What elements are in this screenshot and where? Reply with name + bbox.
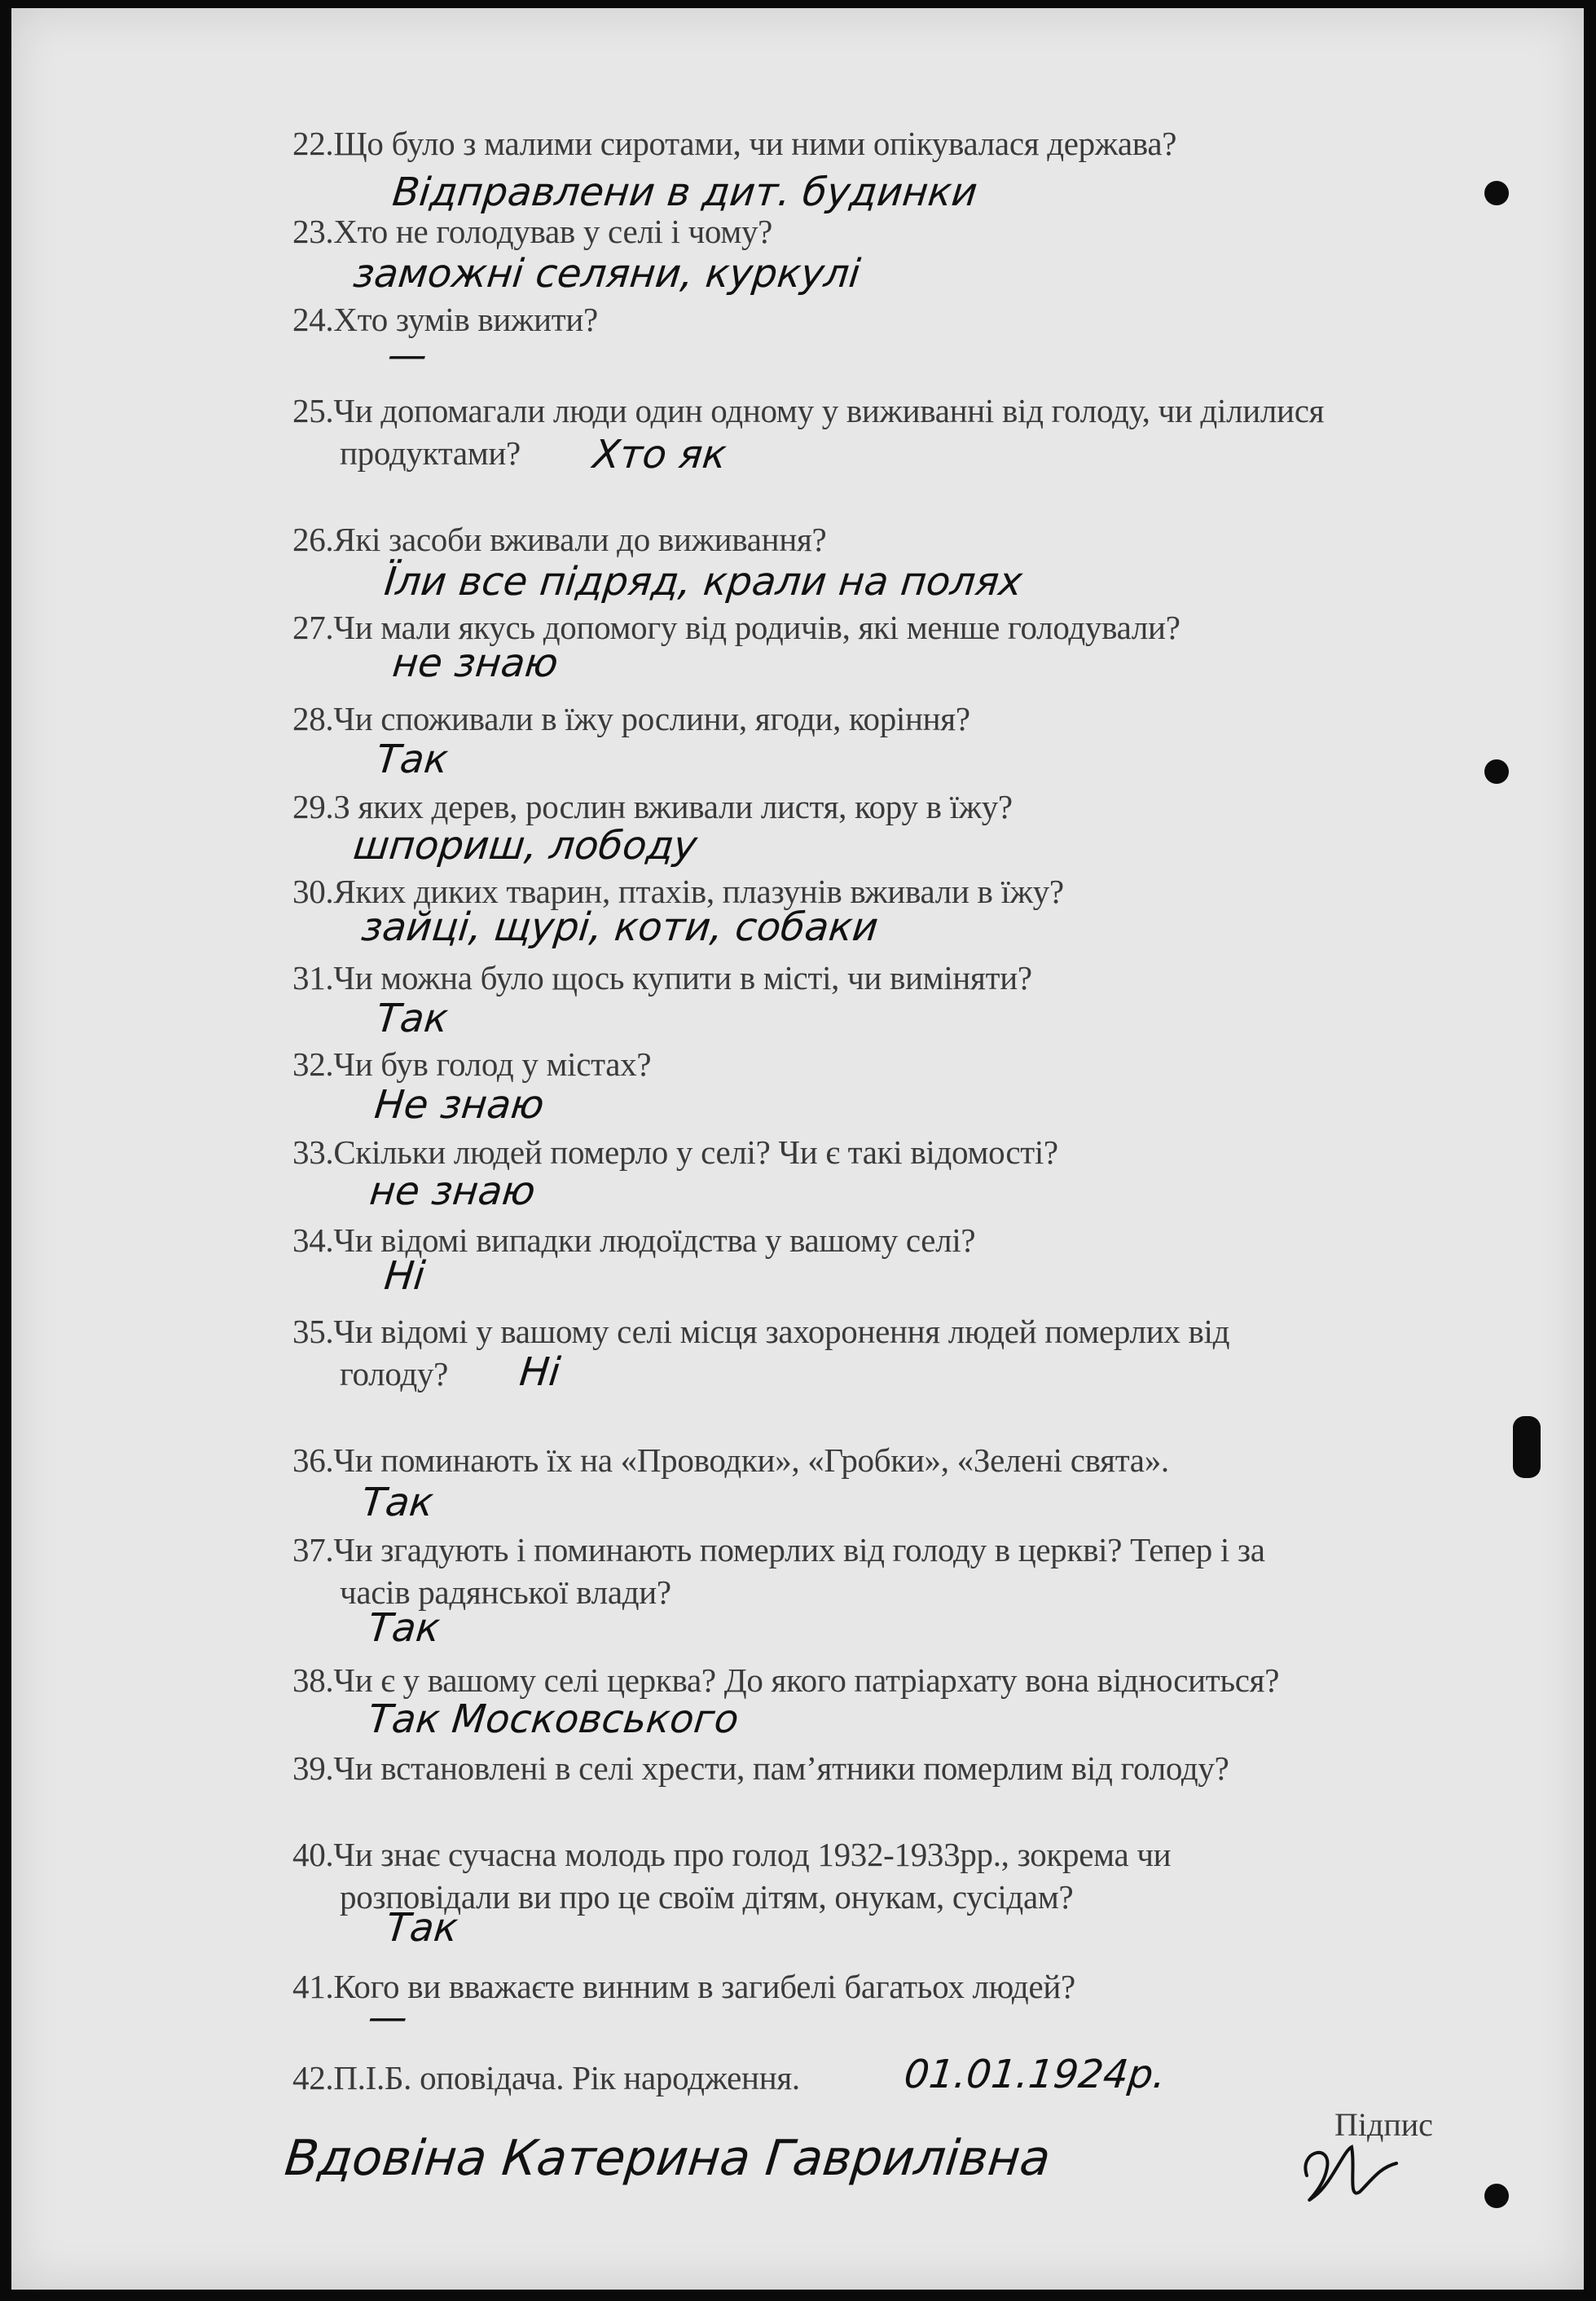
question-41: 41.Кого ви вважаєте винним в загибелі багатьох людей? — [292, 1968, 1075, 2005]
answer-36: Так — [359, 1480, 436, 1525]
questionnaire-page — [11, 8, 1584, 2290]
binder-hole-bottom — [1484, 2184, 1509, 2208]
answer-28: Так — [374, 737, 451, 782]
answer-23: заможні селяни, куркулі — [351, 251, 863, 297]
question-42: 42.П.І.Б. оповідача. Рік народження. — [292, 2059, 800, 2096]
answer-42-birth-date: 01.01.1924р. — [902, 2052, 1168, 2097]
question-27: 27.Чи мали якусь допомогу від родичів, які менше голодували? — [292, 609, 1181, 646]
answer-40: Так — [384, 1905, 460, 1951]
question-25: 25.Чи допомагали люди один одному у виживанні від голоду, чи ділилися продуктами? — [292, 392, 1325, 472]
question-37: 37.Чи згадують і поминають померлих від голоду в церкві? Тепер і за часів радянської влади? — [292, 1531, 1265, 1611]
question-26: 26.Які засоби вживали до виживання? — [292, 521, 827, 558]
question-38: 38.Чи є у вашому селі церква? До якого патріархату вона відноситься? — [292, 1661, 1280, 1699]
answer-24: — — [385, 332, 429, 378]
question-40: 40.Чи знає сучасна молодь про голод 1932-1933рр., зокрема чи розповідали ви про це своїм дітям, онукам, сусідам? — [292, 1836, 1172, 1916]
answer-32: Не знаю — [372, 1082, 547, 1128]
answer-31: Так — [374, 996, 451, 1041]
answer-34: Ні — [382, 1253, 428, 1299]
answer-29: шпориш, лободу — [351, 823, 700, 869]
narrator-name: Вдовіна Катерина Гаврилівна — [282, 2130, 1053, 2187]
answer-33: не знаю — [367, 1168, 538, 1214]
answer-38: Так Московського — [366, 1696, 741, 1742]
signature-label: Підпис — [1334, 2106, 1433, 2143]
answer-35: Ні — [517, 1349, 563, 1395]
question-23: 23.Хто не голодував у селі і чому? — [292, 213, 773, 250]
answer-27: не знаю — [390, 640, 561, 686]
answer-26: Їли все підряд, крали на полях — [382, 559, 1025, 605]
question-35: 35.Чи відомі у вашому селі місця захоронення людей померлих від голоду? — [292, 1313, 1230, 1392]
answer-30: зайці, щурі, коти, собаки — [359, 904, 881, 950]
answer-25: Хто як — [591, 432, 729, 477]
question-34: 34.Чи відомі випадки людоїдства у вашому селі? — [292, 1221, 976, 1259]
question-32: 32.Чи був голод у містах? — [292, 1045, 652, 1083]
question-22: 22.Що було з малими сиротами, чи ними опікувалася держава? — [292, 125, 1177, 162]
question-31: 31.Чи можна було щось купити в місті, чи виміняти? — [292, 959, 1032, 997]
question-39: 39.Чи встановлені в селі хрести, пам’ятники померлим від голоду? — [292, 1749, 1229, 1787]
question-24: 24.Хто зумів вижити? — [292, 301, 598, 338]
answer-41: — — [366, 1995, 410, 2040]
question-36: 36.Чи поминають їх на «Проводки», «Гробки», «Зелені свята». — [292, 1441, 1169, 1479]
signature-mark — [1282, 2118, 1405, 2216]
answer-37: Так — [366, 1605, 442, 1651]
binder-clip — [1513, 1416, 1541, 1478]
question-30: 30.Яких диких тварин, птахів, плазунів вживали в їжу? — [292, 873, 1064, 910]
answer-22: Відправлени в дит. будинки — [390, 169, 980, 215]
question-29: 29.З яких дерев, рослин вживали листя, кору в їжу? — [292, 788, 1013, 825]
question-28: 28.Чи споживали в їжу рослини, ягоди, коріння? — [292, 700, 970, 737]
binder-hole-top — [1484, 181, 1509, 205]
binder-hole-middle — [1484, 759, 1509, 784]
question-33: 33.Скільки людей померло у селі? Чи є такі відомості? — [292, 1133, 1058, 1171]
